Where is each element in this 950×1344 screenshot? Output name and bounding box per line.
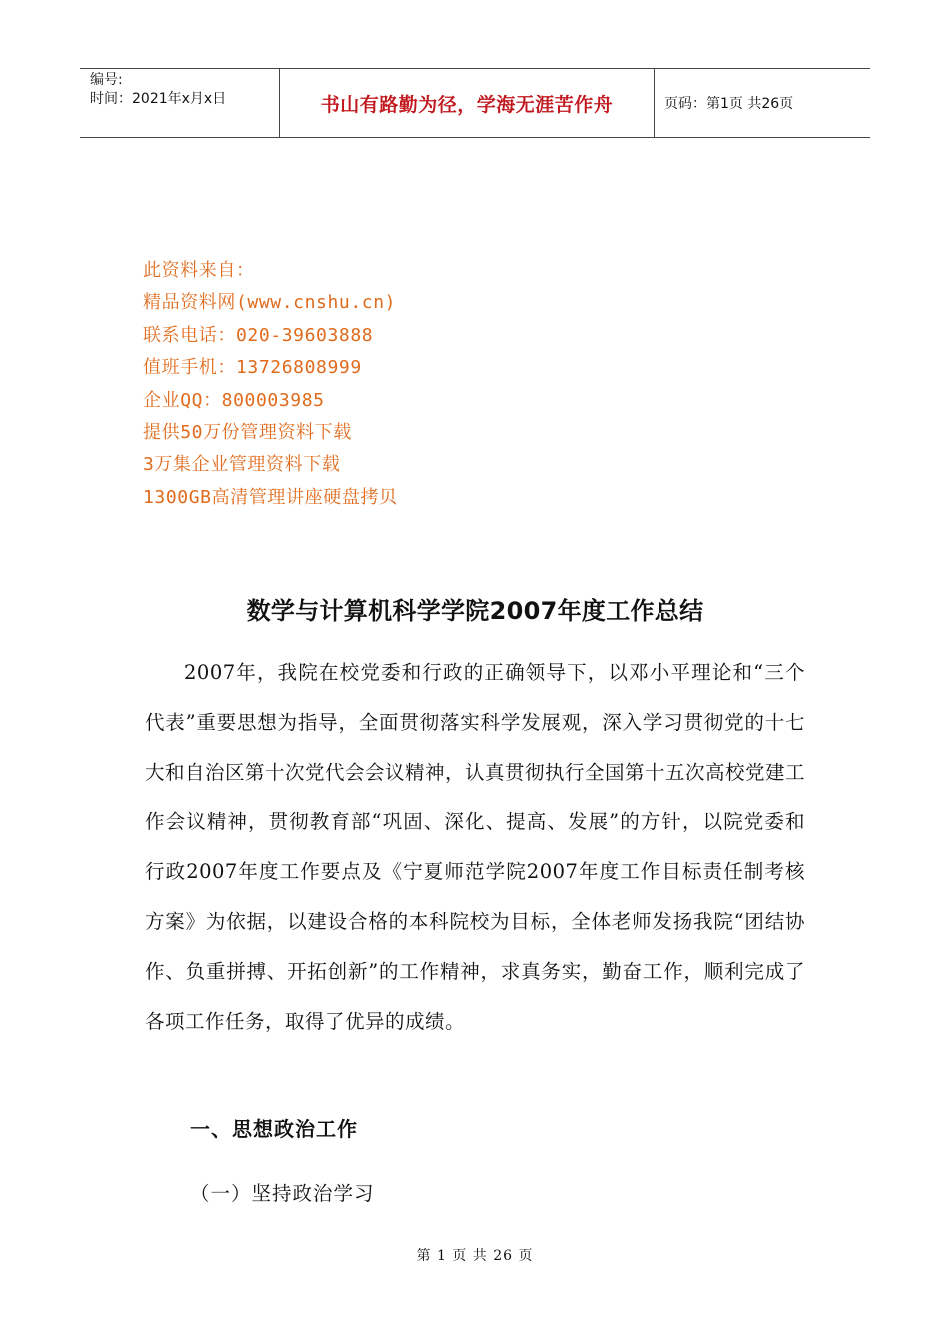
section-heading: 一、思想政治工作 [190,1117,358,1141]
source-line: 值班手机：13726808999 [143,357,362,379]
source-line: 3万集企业管理资料下载 [143,454,341,476]
source-line: 精品资料网(www.cnshu.cn) [143,292,397,314]
page-footer: 第 1 页 共 26 页 [416,1248,534,1264]
number-label: 编号: [90,72,123,88]
subsection-heading: （一）坚持政治学习 [190,1182,375,1205]
header-page-code-cell [655,69,870,137]
source-line: 联系电话：020-39603888 [143,324,374,346]
source-line: 此资料来自： [143,260,255,281]
header-meta [80,69,280,137]
header-motto-cell [280,69,655,137]
source-info-block [143,255,398,514]
source-line: 1300GB高清管理讲座硬盘拷贝 [143,486,398,508]
source-line: 提供50万份管理资料下载 [143,422,352,444]
document-title: 数学与计算机科学学院2007年度工作总结 [246,597,704,625]
body-paragraph: 2007年，我院在校党委和行政的正确领导下，以邓小平理论和“三个代表”重要思想为指导，全面贯彻落实科学发展观，深入学习贯彻党的十七大和自治区第十次党代会会议精神，认真贯彻执行全国第十五次高校党建工作会议精神，贯彻教育部“巩固、深化、提高、发展”的方针，以院党委和行政2007年度工作要点及《宁夏师范学院2007年度工作目标责任制考核方案》为依据，以建设合格的本科院校为目标，全体老师发扬我院“团结协作、负重拼搏、开拓创新”的工作精神，求真务实，勤奋工作，顺利完成了各项工作任务，取得了优异的成绩。 [145,661,806,1033]
motto: 书山有路勤为径，学海无涯苦作舟 [320,93,614,116]
page-header [80,68,870,138]
time-label: 时间：2021年x月x日 [90,91,227,107]
source-line: 企业QQ：800003985 [143,389,325,411]
page-code: 页码：第1页 共26页 [664,96,794,112]
